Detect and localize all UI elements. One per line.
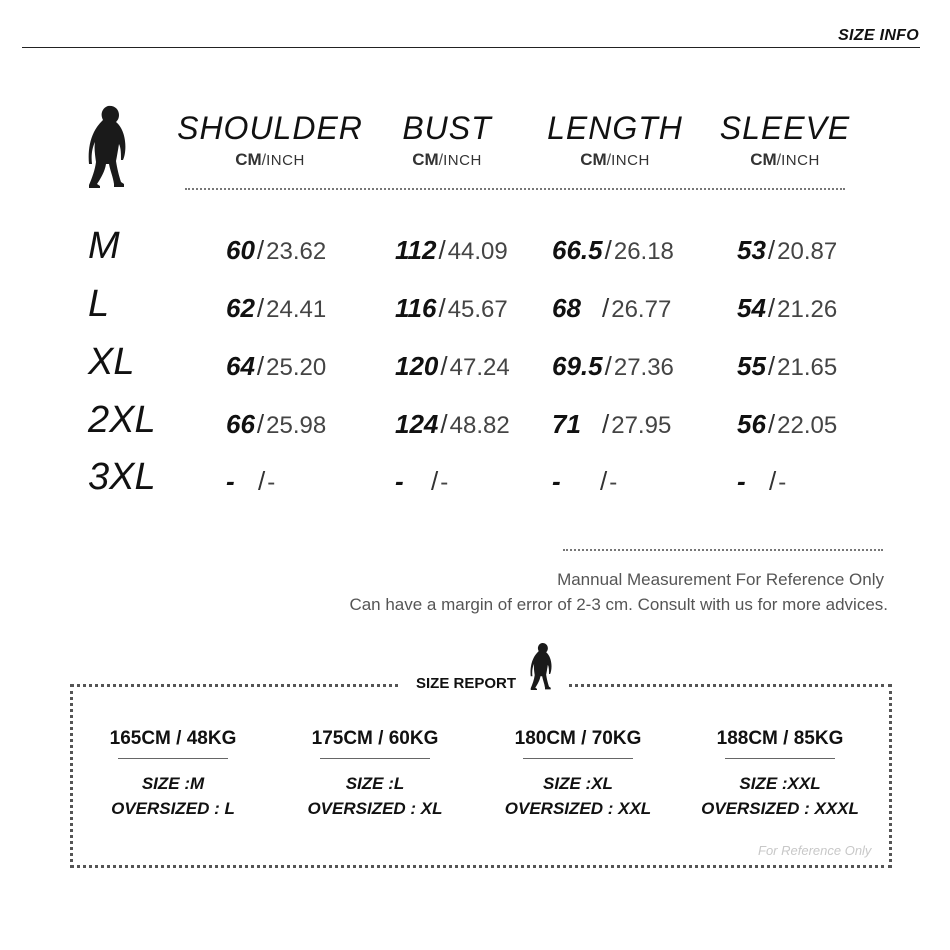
table-cell-sleeve [737,346,837,391]
value-separator: / [602,409,610,439]
value-cm: - [395,466,404,496]
value-cm: 54 [737,293,766,323]
table-cell-length [552,288,671,333]
ape-silhouette-icon [86,104,128,188]
value-inch: 25.20 [266,354,327,381]
value-cm: 53 [737,235,766,265]
unit-cm: CM [580,150,607,169]
size-label: XL [88,341,135,383]
table-cell-sleeve [737,230,837,275]
oversized-size: OVERSIZED : XL [307,799,443,818]
table-cell-sleeve [737,404,837,449]
page-title: SIZE INFO [838,27,919,44]
value-cm: 68 [552,293,581,323]
column-unit [175,150,365,170]
oversized-size: OVERSIZED : L [111,799,235,818]
unit-cm: CM [235,150,262,169]
size-label: 2XL [88,399,156,441]
value-separator: / [256,351,265,381]
value-separator: / [604,351,612,381]
recommended-size: SIZE :M [141,774,205,793]
value-inch: 22.05 [777,412,838,439]
value-separator: / [767,293,776,323]
measurement-note: Mannual Measurement For Reference Only [557,570,884,589]
unit-inch: INCH [266,152,305,169]
size-report-entry [690,726,870,821]
header-dotted-divider [185,188,845,190]
unit-separator: / [438,152,444,169]
unit-separator: / [261,152,267,169]
size-report-title: SIZE REPORT [416,675,517,692]
entry-divider [320,758,430,759]
size-label: L [88,283,110,325]
margin-note: Can have a margin of error of 2-3 cm. Consult with us for more advices. [349,595,888,614]
height-weight: 175CM / 60KG [311,728,439,749]
table-cell-shoulder [226,346,326,391]
value-cm: 62 [226,293,255,323]
table-cell-shoulder [226,461,275,506]
table-cell-shoulder [226,288,326,333]
notes-dotted-divider [563,549,883,551]
value-separator: / [256,235,265,265]
entry-divider [725,758,835,759]
value-inch: - [440,469,449,496]
table-cell-bust [395,404,510,449]
value-inch: 24.41 [266,296,327,323]
value-cm: 64 [226,351,255,381]
oversized-size: OVERSIZED : XXL [504,799,652,818]
table-cell-shoulder [226,230,326,275]
value-separator: / [767,409,776,439]
value-cm: 66 [226,409,255,439]
column-header-length [520,108,710,170]
value-inch: 44.09 [447,238,508,265]
unit-separator: / [776,152,782,169]
unit-cm: CM [750,150,777,169]
value-inch: 25.98 [266,412,327,439]
value-inch: - [778,469,787,496]
recommended-size: SIZE :L [345,774,405,793]
value-inch: 27.95 [611,412,672,439]
table-cell-bust [395,346,510,391]
column-header-shoulder [175,108,365,170]
column-name: SHOULDER [177,110,363,146]
value-cm: 55 [737,351,766,381]
value-cm: - [226,466,235,496]
value-inch: 27.36 [613,354,674,381]
column-header-sleeve [690,108,880,170]
table-cell-length [552,346,674,391]
value-separator: / [604,235,612,265]
value-separator: / [438,235,446,265]
unit-inch: INCH [781,152,820,169]
size-label: 3XL [88,456,156,498]
table-cell-length [552,404,671,449]
value-inch: 26.77 [611,296,672,323]
column-unit [690,150,880,170]
column-header-bust [352,108,542,170]
value-inch: 20.87 [777,238,838,265]
value-cm: - [552,466,561,496]
value-inch: 48.82 [449,412,510,439]
column-name: BUST [402,110,492,146]
value-cm: - [737,466,746,496]
height-weight: 180CM / 70KG [514,728,642,749]
value-separator: / [431,466,439,496]
column-unit [520,150,710,170]
unit-inch: INCH [443,152,482,169]
value-cm: 71 [552,409,581,439]
value-separator: / [440,351,448,381]
value-cm: 66.5 [552,235,603,265]
table-cell-shoulder [226,404,326,449]
size-label: M [88,225,120,267]
value-separator: / [440,409,448,439]
column-name: SLEEVE [719,110,851,146]
table-cell-bust [395,288,508,333]
value-separator: / [256,409,265,439]
value-inch: - [267,469,276,496]
unit-separator: / [606,152,612,169]
table-cell-sleeve [737,288,837,333]
value-inch: - [609,469,618,496]
value-cm: 124 [395,409,439,439]
table-cell-bust [395,461,448,506]
reference-footnote: For Reference Only [758,843,872,858]
value-separator: / [256,293,265,323]
value-cm: 116 [395,293,437,323]
value-cm: 112 [395,235,437,265]
value-inch: 47.24 [449,354,510,381]
column-name: LENGTH [547,110,683,146]
value-separator: / [600,466,608,496]
value-cm: 69.5 [552,351,603,381]
value-inch: 21.65 [777,354,838,381]
value-separator: / [602,293,610,323]
height-weight: 165CM / 48KG [109,728,237,749]
value-cm: 60 [226,235,255,265]
value-inch: 21.26 [777,296,838,323]
oversized-size: OVERSIZED : XXXL [701,799,859,818]
table-cell-length [552,461,617,506]
table-cell-length [552,230,674,275]
value-inch: 23.62 [266,238,327,265]
height-weight: 188CM / 85KG [716,728,844,749]
value-separator: / [438,293,446,323]
header-divider [22,47,920,48]
size-report-entry [83,726,263,821]
size-report-entry [285,726,465,821]
value-separator: / [258,466,266,496]
value-separator: / [767,235,776,265]
value-separator: / [767,351,776,381]
table-cell-bust [395,230,508,275]
column-unit [352,150,542,170]
unit-cm: CM [412,150,439,169]
table-cell-sleeve [737,461,786,506]
unit-inch: INCH [611,152,650,169]
entry-divider [523,758,633,759]
value-inch: 26.18 [613,238,674,265]
value-inch: 45.67 [447,296,508,323]
value-cm: 56 [737,409,766,439]
size-report-entry [488,726,668,821]
recommended-size: SIZE :XXL [739,774,821,793]
value-separator: / [769,466,777,496]
entry-divider [118,758,228,759]
ape-silhouette-icon [529,642,553,690]
value-cm: 120 [395,351,439,381]
recommended-size: SIZE :XL [543,774,613,793]
